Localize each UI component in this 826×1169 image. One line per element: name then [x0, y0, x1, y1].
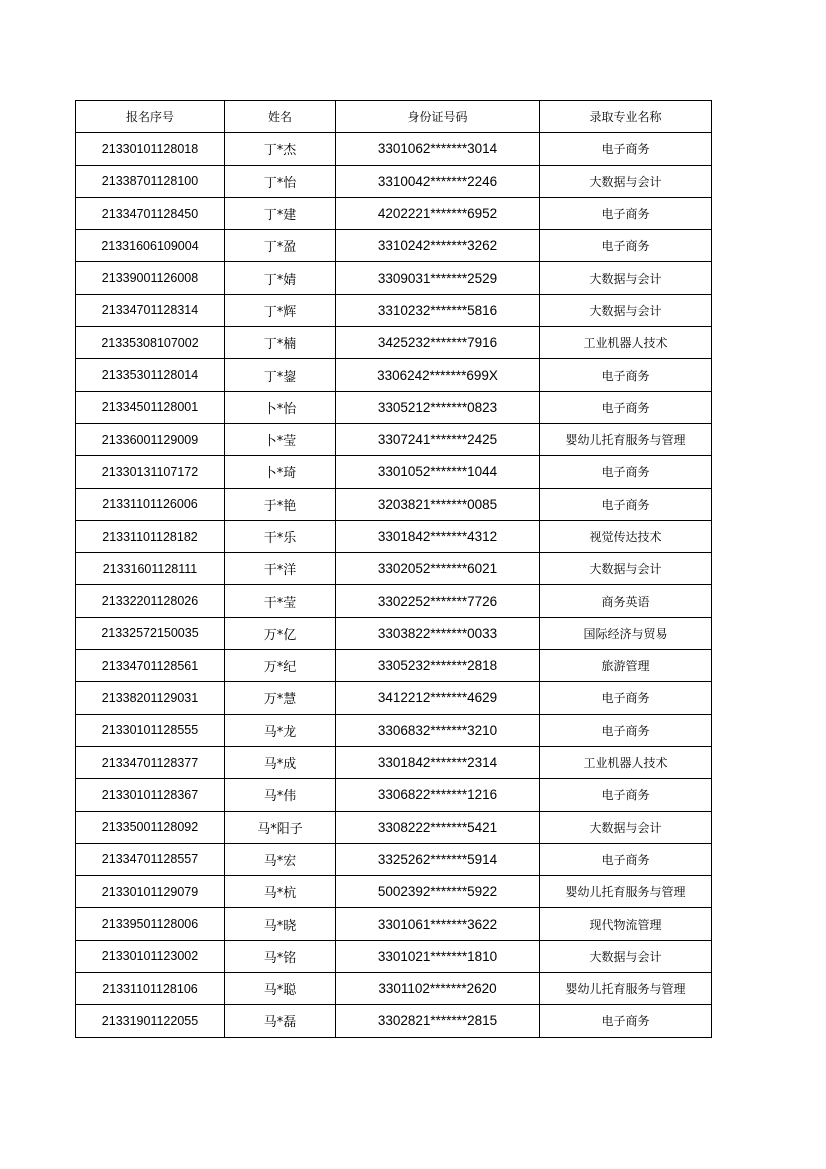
name-cell: 丁*辉: [225, 294, 336, 326]
registration-no-cell: 21339501128006: [76, 908, 225, 940]
table-row: [76, 165, 712, 197]
id-card-cell: 3301052*******1044: [336, 456, 540, 488]
name-cell: 马*铭: [225, 940, 336, 972]
registration-no-cell: 21335001128092: [76, 811, 225, 843]
name-cell: 马*聪: [225, 973, 336, 1005]
table-row: [76, 714, 712, 746]
registration-no-cell: 21330101128555: [76, 714, 225, 746]
registration-no-cell: 21332201128026: [76, 585, 225, 617]
registration-no-cell: 21330131107172: [76, 456, 225, 488]
registration-no-cell: 21334701128557: [76, 843, 225, 875]
major-cell: 电子商务: [540, 488, 712, 520]
major-cell: 电子商务: [540, 1005, 712, 1037]
name-cell: 马*成: [225, 746, 336, 778]
major-cell: 大数据与会计: [540, 165, 712, 197]
header-major: 录取专业名称: [540, 101, 712, 133]
name-cell: 丁*鋆: [225, 359, 336, 391]
table-row: [76, 230, 712, 262]
id-card-cell: 3301842*******4312: [336, 520, 540, 552]
id-card-cell: 3302252*******7726: [336, 585, 540, 617]
table-header-row: [76, 101, 712, 133]
name-cell: 丁*杰: [225, 133, 336, 165]
major-cell: 大数据与会计: [540, 553, 712, 585]
table-row: [76, 423, 712, 455]
registration-no-cell: 21330101123002: [76, 940, 225, 972]
table-row: [76, 294, 712, 326]
registration-no-cell: 21334701128561: [76, 650, 225, 682]
major-cell: 电子商务: [540, 359, 712, 391]
table-row: [76, 940, 712, 972]
table-row: [76, 811, 712, 843]
table-row: [76, 876, 712, 908]
name-cell: 万*慧: [225, 682, 336, 714]
name-cell: 马*伟: [225, 779, 336, 811]
major-cell: 国际经济与贸易: [540, 617, 712, 649]
table-row: [76, 908, 712, 940]
registration-no-cell: 21331101128182: [76, 520, 225, 552]
id-card-cell: 3306242*******699X: [336, 359, 540, 391]
registration-no-cell: 21338201129031: [76, 682, 225, 714]
major-cell: 婴幼儿托育服务与管理: [540, 876, 712, 908]
table-body: [76, 133, 712, 1037]
registration-no-cell: 21335301128014: [76, 359, 225, 391]
name-cell: 丁*怡: [225, 165, 336, 197]
id-card-cell: 3301102*******2620: [336, 973, 540, 1005]
name-cell: 干*莹: [225, 585, 336, 617]
major-cell: 电子商务: [540, 779, 712, 811]
id-card-cell: 3310232*******5816: [336, 294, 540, 326]
id-card-cell: 3310042*******2246: [336, 165, 540, 197]
major-cell: 电子商务: [540, 391, 712, 423]
id-card-cell: 3302821*******2815: [336, 1005, 540, 1037]
name-cell: 马*磊: [225, 1005, 336, 1037]
registration-no-cell: 21331601128111: [76, 553, 225, 585]
table-row: [76, 1005, 712, 1037]
table-row: [76, 843, 712, 875]
id-card-cell: 3302052*******6021: [336, 553, 540, 585]
id-card-cell: 3303822*******0033: [336, 617, 540, 649]
table-row: [76, 585, 712, 617]
id-card-cell: 3306822*******1216: [336, 779, 540, 811]
registration-no-cell: 21331101128106: [76, 973, 225, 1005]
id-card-cell: 3307241*******2425: [336, 423, 540, 455]
id-card-cell: 5002392*******5922: [336, 876, 540, 908]
header-name: 姓名: [225, 101, 336, 133]
table-row: [76, 520, 712, 552]
table-row: [76, 359, 712, 391]
major-cell: 电子商务: [540, 197, 712, 229]
major-cell: 电子商务: [540, 682, 712, 714]
id-card-cell: 3425232*******7916: [336, 327, 540, 359]
registration-no-cell: 21331901122055: [76, 1005, 225, 1037]
major-cell: 电子商务: [540, 133, 712, 165]
major-cell: 电子商务: [540, 714, 712, 746]
id-card-cell: 3308222*******5421: [336, 811, 540, 843]
name-cell: 马*杭: [225, 876, 336, 908]
major-cell: 大数据与会计: [540, 262, 712, 294]
major-cell: 大数据与会计: [540, 940, 712, 972]
table-row: [76, 650, 712, 682]
table-row: [76, 553, 712, 585]
major-cell: 婴幼儿托育服务与管理: [540, 973, 712, 1005]
name-cell: 于*艳: [225, 488, 336, 520]
major-cell: 婴幼儿托育服务与管理: [540, 423, 712, 455]
header-id-card-no: 身份证号码: [336, 101, 540, 133]
table-row: [76, 617, 712, 649]
table-row: [76, 197, 712, 229]
name-cell: 丁*建: [225, 197, 336, 229]
name-cell: 马*龙: [225, 714, 336, 746]
major-cell: 大数据与会计: [540, 294, 712, 326]
id-card-cell: 3412212*******4629: [336, 682, 540, 714]
major-cell: 商务英语: [540, 585, 712, 617]
table-row: [76, 327, 712, 359]
registration-no-cell: 21336001129009: [76, 423, 225, 455]
registration-no-cell: 21334701128377: [76, 746, 225, 778]
name-cell: 丁*楠: [225, 327, 336, 359]
registration-no-cell: 21334701128314: [76, 294, 225, 326]
name-cell: 干*洋: [225, 553, 336, 585]
major-cell: 旅游管理: [540, 650, 712, 682]
id-card-cell: 3301021*******1810: [336, 940, 540, 972]
id-card-cell: 3305212*******0823: [336, 391, 540, 423]
registration-no-cell: 21332572150035: [76, 617, 225, 649]
name-cell: 卜*莹: [225, 423, 336, 455]
major-cell: 工业机器人技术: [540, 327, 712, 359]
table-row: [76, 488, 712, 520]
registration-no-cell: 21331606109004: [76, 230, 225, 262]
id-card-cell: 3310242*******3262: [336, 230, 540, 262]
registration-no-cell: 21335308107002: [76, 327, 225, 359]
major-cell: 电子商务: [540, 456, 712, 488]
name-cell: 卜*琦: [225, 456, 336, 488]
registration-no-cell: 21338701128100: [76, 165, 225, 197]
registration-no-cell: 21330101128018: [76, 133, 225, 165]
major-cell: 电子商务: [540, 843, 712, 875]
table-row: [76, 456, 712, 488]
id-card-cell: 3305232*******2818: [336, 650, 540, 682]
registration-no-cell: 21334501128001: [76, 391, 225, 423]
table-row: [76, 682, 712, 714]
table-row: [76, 746, 712, 778]
name-cell: 万*纪: [225, 650, 336, 682]
table-row: [76, 779, 712, 811]
major-cell: 大数据与会计: [540, 811, 712, 843]
id-card-cell: 3203821*******0085: [336, 488, 540, 520]
major-cell: 现代物流管理: [540, 908, 712, 940]
id-card-cell: 4202221*******6952: [336, 197, 540, 229]
name-cell: 丁*盈: [225, 230, 336, 262]
id-card-cell: 3301061*******3622: [336, 908, 540, 940]
name-cell: 马*宏: [225, 843, 336, 875]
name-cell: 万*亿: [225, 617, 336, 649]
table-row: [76, 133, 712, 165]
registration-no-cell: 21330101129079: [76, 876, 225, 908]
id-card-cell: 3309031*******2529: [336, 262, 540, 294]
registration-no-cell: 21334701128450: [76, 197, 225, 229]
id-card-cell: 3301062*******3014: [336, 133, 540, 165]
name-cell: 马*晓: [225, 908, 336, 940]
major-cell: 视觉传达技术: [540, 520, 712, 552]
registration-no-cell: 21330101128367: [76, 779, 225, 811]
admission-table: [75, 100, 712, 1038]
registration-no-cell: 21331101126006: [76, 488, 225, 520]
name-cell: 丁*婧: [225, 262, 336, 294]
name-cell: 干*乐: [225, 520, 336, 552]
name-cell: 卜*怡: [225, 391, 336, 423]
table-row: [76, 973, 712, 1005]
table-row: [76, 262, 712, 294]
major-cell: 电子商务: [540, 230, 712, 262]
id-card-cell: 3306832*******3210: [336, 714, 540, 746]
registration-no-cell: 21339001126008: [76, 262, 225, 294]
table-row: [76, 391, 712, 423]
id-card-cell: 3301842*******2314: [336, 746, 540, 778]
id-card-cell: 3325262*******5914: [336, 843, 540, 875]
name-cell: 马*阳子: [225, 811, 336, 843]
major-cell: 工业机器人技术: [540, 746, 712, 778]
header-registration-no: 报名序号: [76, 101, 225, 133]
